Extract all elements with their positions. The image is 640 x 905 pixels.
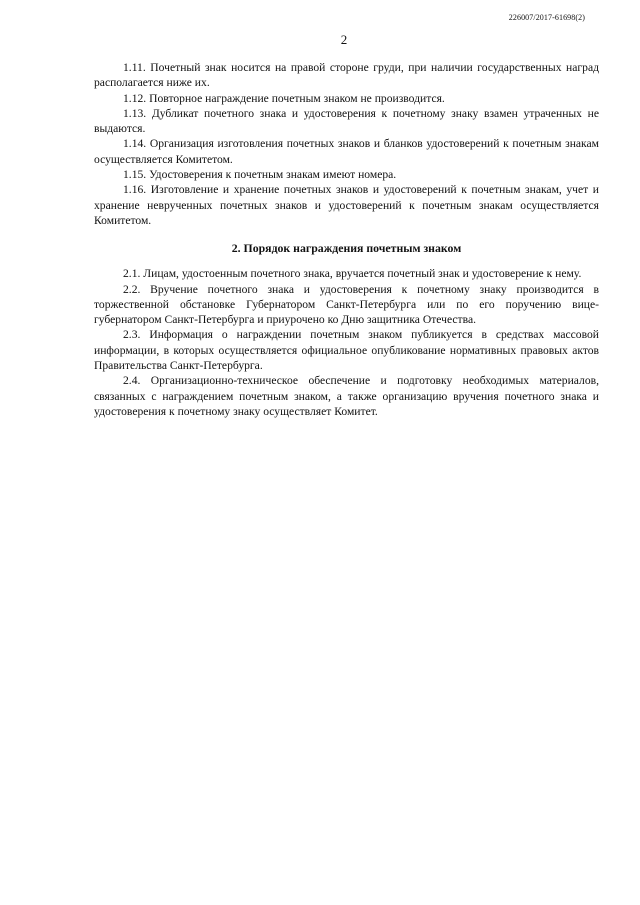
paragraph-1-14: 1.14. Организация изготовления почетных знаков и бланков удостоверений к почетным знакам осуществляется Комитетом. — [94, 137, 599, 166]
paragraph-2-2: 2.2. Вручение почетного знака и удостоверения к почетному знаку производится в торжественной обстановке Губернатором Санкт-Петербурга или по его поручению вице-губернатором Санкт-Петербурга и приурочено ко Дню защитника Отечества. — [94, 282, 599, 327]
section-2-title: 2. Порядок награждения почетным знаком — [231, 241, 462, 256]
paragraph-1-16: 1.16. Изготовление и хранение почетных знаков и удостоверений к почетным знакам, учет и хранение неврученных почетных знаков и удостоверений к почетным знакам осуществляется Комитетом. — [94, 183, 599, 227]
paragraph-2-1: 2.1. Лицам, удостоенным почетного знака, вручается почетный знак и удостоверение к нему. — [123, 267, 582, 281]
paragraph-2-3: 2.3. Информация о награждении почетным знаком публикуется в средствах массовой информации, в которых осуществляется официальное опубликование нормативных правовых актов Правительства Санкт-Петербурга. — [94, 328, 599, 373]
paragraph-1-12: 1.12. Повторное награждение почетным знаком не производится. — [123, 91, 445, 105]
paragraph-1-15: 1.15. Удостоверения к почетным знакам имеют номера. — [123, 168, 397, 182]
paragraph-1-13: 1.13. Дубликат почетного знака и удостоверения к почетному знаку взамен утраченных не выдаются. — [94, 106, 599, 136]
paragraph-1-11: 1.11. Почетный знак носится на правой стороне груди, при наличии государственных наград располагается ниже их. — [94, 61, 599, 90]
document-body — [94, 60, 599, 419]
page-number: 2 — [340, 32, 348, 47]
document-id: 226007/2017-61698(2) — [508, 13, 585, 22]
paragraph-2-4: 2.4. Организационно-техническое обеспечение и подготовку необходимых материалов, связанных с награждением почетным знаком, а также организацию вручения почетного знака и удостоверения к почетному знаку осуществляет Комитет. — [94, 374, 599, 418]
section-1-body — [94, 60, 599, 228]
section-2-body — [94, 266, 599, 419]
